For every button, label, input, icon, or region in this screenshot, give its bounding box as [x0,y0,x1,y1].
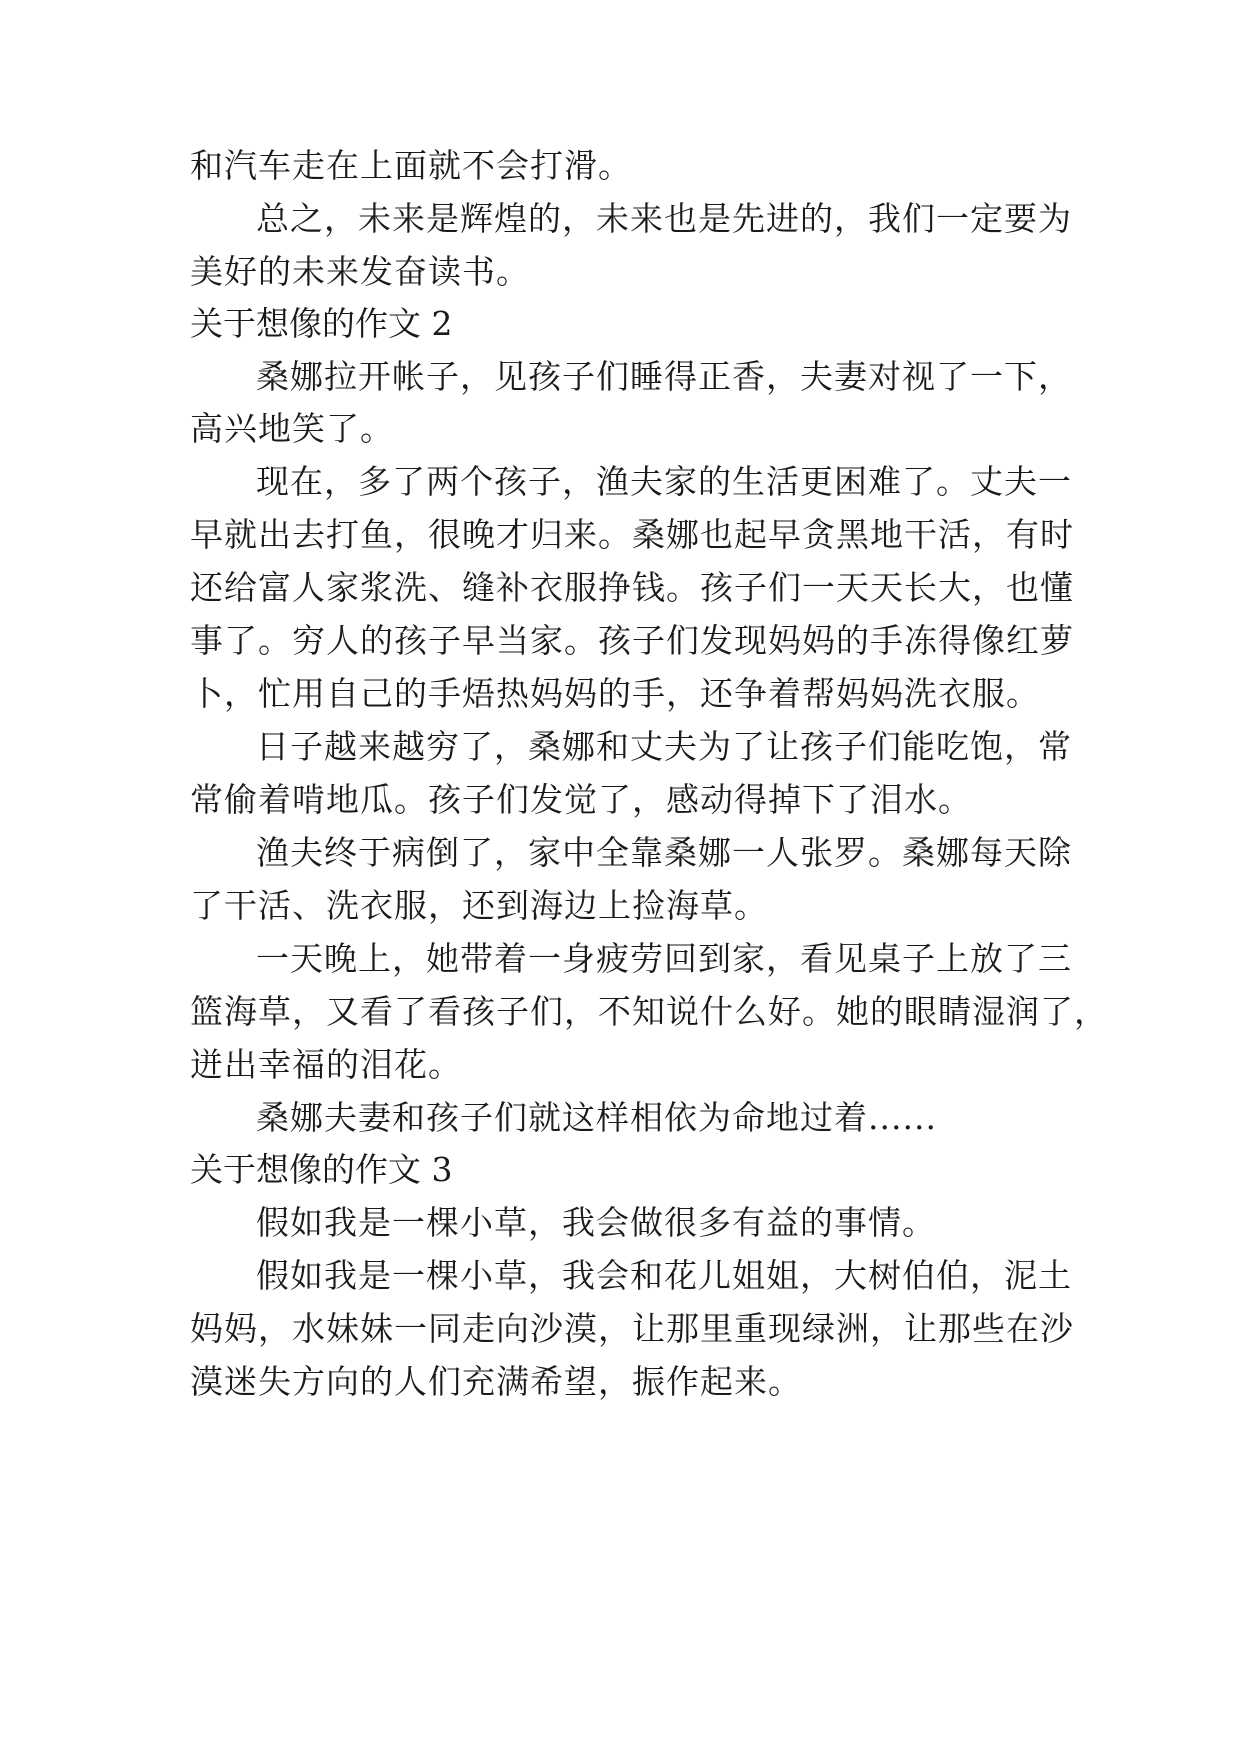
text-line: 事了。穷人的孩子早当家。孩子们发现妈妈的手冻得像红萝 [190,621,1074,660]
text-line: 常偷着啃地瓜。孩子们发觉了，感动得掉下了泪水。 [190,780,972,819]
section-heading: 关于想像的作文 3 [190,1150,453,1189]
text-line: 还给富人家浆洗、缝补衣服挣钱。孩子们一天天长大，也懂 [190,568,1074,607]
text-line: 漠迷失方向的人们充满希望，振作起来。 [190,1362,802,1401]
paragraph-start-line: 渔夫终于病倒了，家中全靠桑娜一人张罗。桑娜每天除 [256,833,1072,872]
text-line: 迸出幸福的泪花。 [190,1045,462,1084]
text-line: 和汽车走在上面就不会打滑。 [190,146,632,185]
text-line: 高兴地笑了。 [190,409,394,448]
text-line: 妈妈，水妹妹一同走向沙漠，让那里重现绿洲，让那些在沙 [190,1309,1074,1348]
paragraph-start-line: 假如我是一棵小草，我会做很多有益的事情。 [256,1203,936,1242]
text-line: 了干活、洗衣服，还到海边上捡海草。 [190,886,768,925]
text-line: 美好的未来发奋读书。 [190,252,530,291]
paragraph-start-line: 现在，多了两个孩子，渔夫家的生活更困难了。丈夫一 [256,462,1072,501]
text-line: 早就出去打鱼，很晚才归来。桑娜也起早贪黑地干活，有时 [190,515,1074,554]
paragraph-start-line: 假如我是一棵小草，我会和花儿姐姐，大树伯伯，泥土 [256,1256,1072,1295]
paragraph-start-line: 一天晚上，她带着一身疲劳回到家，看见桌子上放了三 [256,939,1072,978]
paragraph-start-line: 总之，未来是辉煌的，未来也是先进的，我们一定要为 [256,199,1072,238]
text-line: 篮海草，又看了看孩子们，不知说什么好。她的眼睛湿润了， [190,992,1108,1031]
text-line: 卜，忙用自己的手焐热妈妈的手，还争着帮妈妈洗衣服。 [190,674,1040,713]
paragraph-start-line: 日子越来越穷了，桑娜和丈夫为了让孩子们能吃饱，常 [256,727,1072,766]
section-heading: 关于想像的作文 2 [190,304,453,343]
paragraph-start-line: 桑娜拉开帐子，见孩子们睡得正香，夫妻对视了一下， [256,357,1072,396]
paragraph-start-line: 桑娜夫妻和孩子们就这样相依为命地过着...... [256,1098,937,1137]
